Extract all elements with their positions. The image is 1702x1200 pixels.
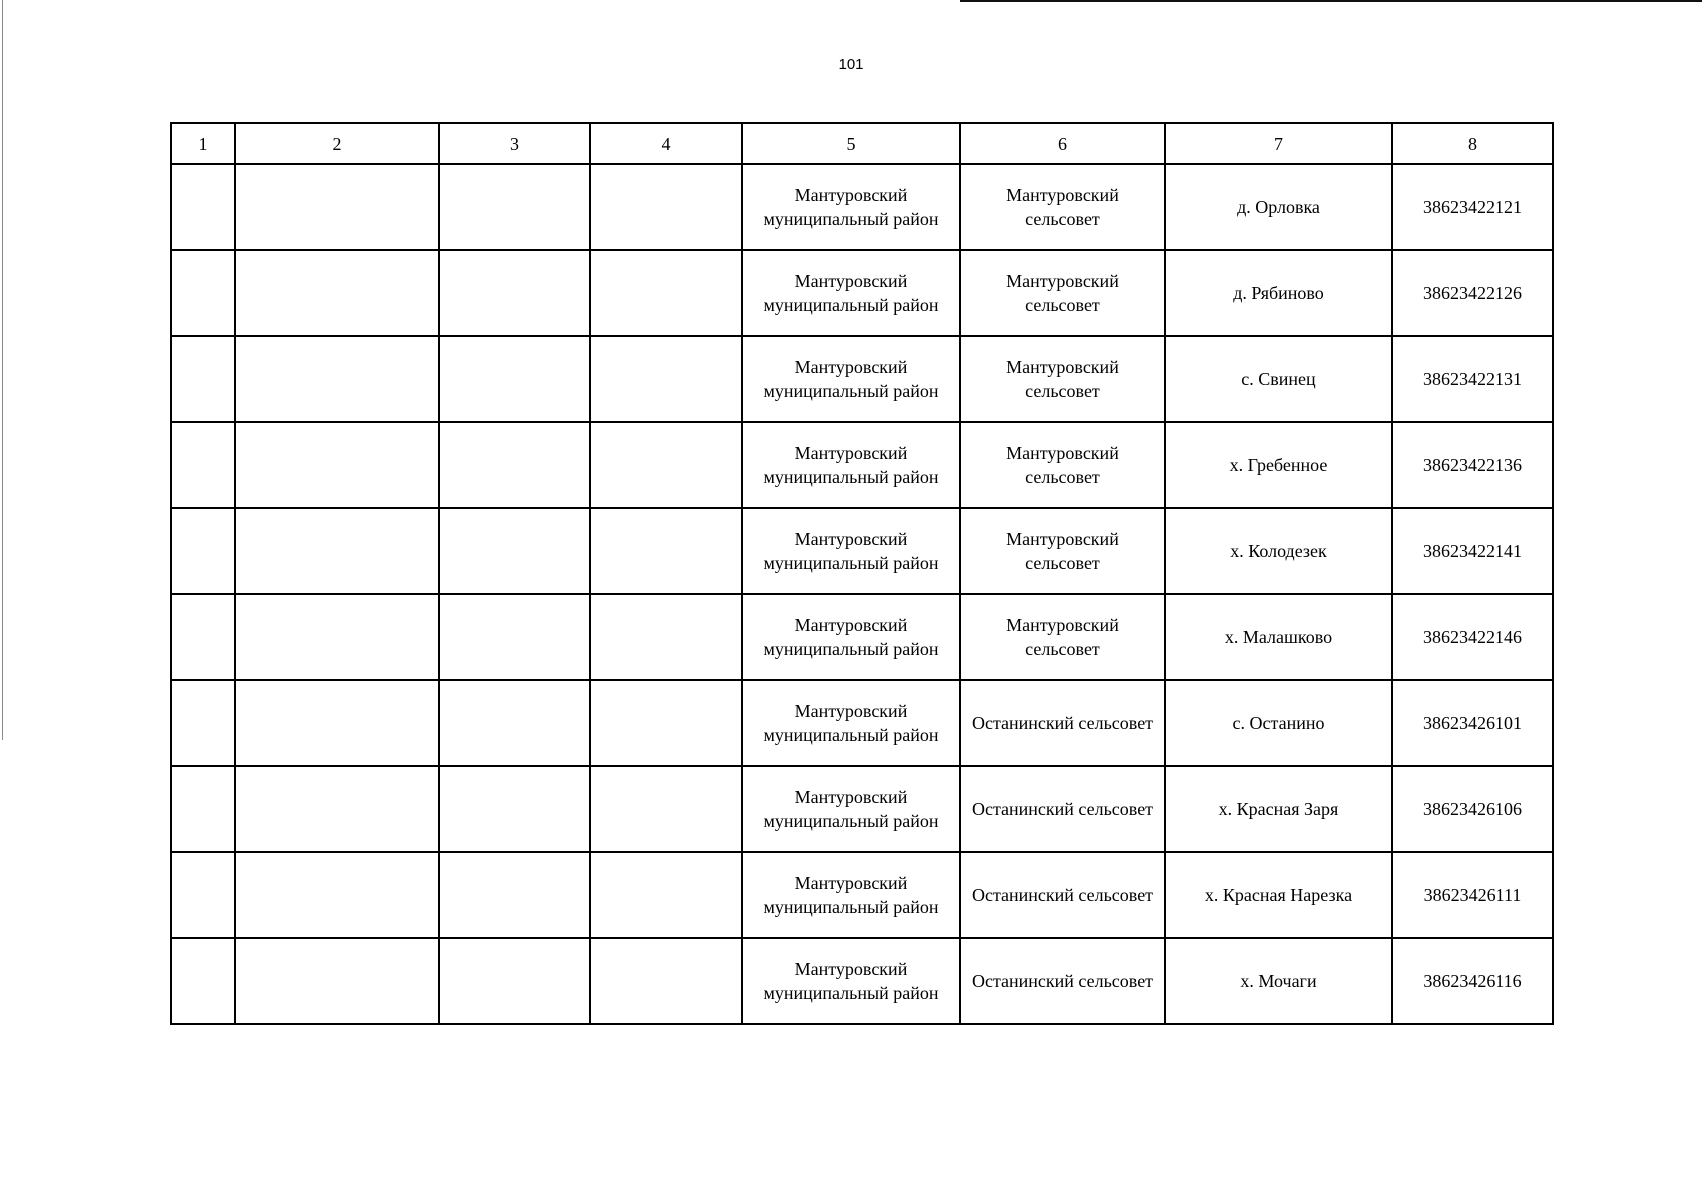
cell-col-3 — [439, 852, 590, 938]
cell-col-1 — [171, 766, 235, 852]
settlement-cell — [1165, 680, 1392, 766]
cell-col-1 — [171, 164, 235, 250]
district-line-1: Мантуровский — [794, 959, 908, 979]
district-cell — [742, 938, 960, 1024]
council-cell — [960, 766, 1165, 852]
scan-edge-top — [960, 0, 1702, 2]
cell-col-1 — [171, 938, 235, 1024]
table-row — [171, 594, 1553, 680]
council-line-2: сельсовет — [1025, 467, 1100, 487]
cell-col-3 — [439, 680, 590, 766]
cell-col-3 — [439, 250, 590, 336]
table-row — [171, 680, 1553, 766]
column-header-2: 2 — [235, 123, 439, 164]
cell-col-2 — [235, 766, 439, 852]
district-line-1: Мантуровский — [794, 271, 908, 291]
cell-col-4 — [590, 852, 742, 938]
cell-col-4 — [590, 938, 742, 1024]
settlement-cell — [1165, 938, 1392, 1024]
district-line-2: муниципальный район — [763, 467, 939, 487]
cell-col-4 — [590, 422, 742, 508]
council-line-1: Останинский сельсовет — [971, 971, 1154, 991]
settlement-cell — [1165, 336, 1392, 422]
code-cell — [1392, 336, 1553, 422]
table-row — [171, 508, 1553, 594]
cell-col-2 — [235, 250, 439, 336]
council-line-1: Мантуровский — [1006, 185, 1119, 205]
district-cell — [742, 766, 960, 852]
code-cell — [1392, 938, 1553, 1024]
district-line-1: Мантуровский — [794, 873, 908, 893]
settlement-code: 38623426106 — [1423, 799, 1522, 819]
district-line-2: муниципальный район — [763, 381, 939, 401]
council-line-1: Мантуровский — [1006, 357, 1119, 377]
district-cell — [742, 852, 960, 938]
settlement-name: с. Останино — [1232, 713, 1325, 733]
council-cell — [960, 938, 1165, 1024]
settlement-cell — [1165, 852, 1392, 938]
district-cell — [742, 164, 960, 250]
council-line-2: сельсовет — [1025, 295, 1100, 315]
settlement-code: 38623422121 — [1423, 197, 1522, 217]
code-cell — [1392, 422, 1553, 508]
code-cell — [1392, 508, 1553, 594]
council-cell — [960, 336, 1165, 422]
council-line-1: Мантуровский — [1006, 615, 1119, 635]
settlement-name: х. Колодезек — [1230, 541, 1327, 561]
settlement-cell — [1165, 164, 1392, 250]
settlement-cell — [1165, 766, 1392, 852]
cell-col-4 — [590, 766, 742, 852]
settlement-code: 38623422141 — [1423, 541, 1522, 561]
cell-col-3 — [439, 594, 590, 680]
district-line-2: муниципальный район — [763, 209, 939, 229]
district-cell — [742, 680, 960, 766]
district-line-1: Мантуровский — [794, 185, 908, 205]
council-line-2: сельсовет — [1025, 381, 1100, 401]
district-line-1: Мантуровский — [794, 615, 908, 635]
council-line-1: Останинский сельсовет — [971, 799, 1154, 819]
cell-col-4 — [590, 164, 742, 250]
settlement-name: х. Красная Заря — [1218, 799, 1339, 819]
district-line-1: Мантуровский — [794, 529, 908, 549]
code-cell — [1392, 680, 1553, 766]
column-header-8: 8 — [1392, 123, 1553, 164]
district-line-2: муниципальный район — [763, 725, 939, 745]
code-cell — [1392, 766, 1553, 852]
district-cell — [742, 336, 960, 422]
table-row — [171, 336, 1553, 422]
settlement-code: 38623422131 — [1423, 369, 1522, 389]
cell-col-4 — [590, 680, 742, 766]
district-line-1: Мантуровский — [794, 787, 908, 807]
settlement-cell — [1165, 594, 1392, 680]
table-row — [171, 250, 1553, 336]
district-cell — [742, 508, 960, 594]
council-cell — [960, 508, 1165, 594]
district-cell — [742, 594, 960, 680]
cell-col-4 — [590, 336, 742, 422]
header-row — [171, 123, 1553, 164]
cell-col-2 — [235, 164, 439, 250]
column-header-7: 7 — [1165, 123, 1392, 164]
settlement-cell — [1165, 422, 1392, 508]
cell-col-1 — [171, 508, 235, 594]
code-cell — [1392, 594, 1553, 680]
cell-col-1 — [171, 680, 235, 766]
cell-col-2 — [235, 594, 439, 680]
settlement-name: д. Орловка — [1237, 197, 1320, 217]
cell-col-3 — [439, 938, 590, 1024]
cell-col-4 — [590, 508, 742, 594]
code-cell — [1392, 164, 1553, 250]
settlement-name: с. Свинец — [1241, 369, 1316, 389]
settlement-code: 38623426111 — [1423, 885, 1522, 905]
data-table — [170, 122, 1554, 1025]
settlement-cell — [1165, 250, 1392, 336]
district-line-2: муниципальный район — [763, 897, 939, 917]
council-line-1: Мантуровский — [1006, 529, 1119, 549]
council-line-1: Мантуровский — [1006, 443, 1119, 463]
cell-col-2 — [235, 852, 439, 938]
column-header-1: 1 — [171, 123, 235, 164]
district-line-2: муниципальный район — [763, 983, 939, 1003]
column-header-6: 6 — [960, 123, 1165, 164]
settlement-code: 38623426116 — [1423, 971, 1522, 991]
page-number: 101 — [838, 56, 864, 73]
settlement-name: х. Гребенное — [1229, 455, 1328, 475]
cell-col-1 — [171, 594, 235, 680]
council-line-1: Мантуровский — [1006, 271, 1119, 291]
cell-col-2 — [235, 508, 439, 594]
council-cell — [960, 422, 1165, 508]
code-cell — [1392, 852, 1553, 938]
council-cell — [960, 594, 1165, 680]
settlement-name: х. Красная Нарезка — [1204, 885, 1353, 905]
column-header-3: 3 — [439, 123, 590, 164]
district-line-2: муниципальный район — [763, 295, 939, 315]
table-row — [171, 938, 1553, 1024]
settlement-name: х. Малашково — [1224, 627, 1333, 647]
cell-col-1 — [171, 852, 235, 938]
cell-col-4 — [590, 250, 742, 336]
column-header-4: 4 — [590, 123, 742, 164]
cell-col-2 — [235, 336, 439, 422]
cell-col-4 — [590, 594, 742, 680]
code-cell — [1392, 250, 1553, 336]
cell-col-1 — [171, 422, 235, 508]
cell-col-3 — [439, 164, 590, 250]
council-line-2: сельсовет — [1025, 209, 1100, 229]
council-line-1: Останинский сельсовет — [971, 713, 1154, 733]
settlement-code: 38623422146 — [1423, 627, 1522, 647]
settlement-code: 38623422136 — [1423, 455, 1522, 475]
district-line-1: Мантуровский — [794, 701, 908, 721]
settlement-code: 38623426101 — [1423, 713, 1522, 733]
cell-col-3 — [439, 766, 590, 852]
council-cell — [960, 680, 1165, 766]
table-row — [171, 766, 1553, 852]
district-line-2: муниципальный район — [763, 553, 939, 573]
table-row — [171, 852, 1553, 938]
council-line-2: сельсовет — [1025, 639, 1100, 659]
settlement-cell — [1165, 508, 1392, 594]
settlement-name: х. Мочаги — [1240, 971, 1317, 991]
cell-col-3 — [439, 508, 590, 594]
council-line-1: Останинский сельсовет — [971, 885, 1154, 905]
council-cell — [960, 852, 1165, 938]
cell-col-3 — [439, 336, 590, 422]
table-row — [171, 164, 1553, 250]
scan-edge-left — [2, 0, 3, 740]
settlement-name: д. Рябиново — [1233, 283, 1324, 303]
cell-col-1 — [171, 336, 235, 422]
cell-col-2 — [235, 680, 439, 766]
cell-col-2 — [235, 938, 439, 1024]
column-header-5: 5 — [742, 123, 960, 164]
district-line-1: Мантуровский — [794, 357, 908, 377]
settlement-code: 38623422126 — [1423, 283, 1522, 303]
district-line-2: муниципальный район — [763, 811, 939, 831]
council-cell — [960, 164, 1165, 250]
council-line-2: сельсовет — [1025, 553, 1100, 573]
cell-col-2 — [235, 422, 439, 508]
cell-col-1 — [171, 250, 235, 336]
district-line-1: Мантуровский — [794, 443, 908, 463]
district-line-2: муниципальный район — [763, 639, 939, 659]
district-cell — [742, 422, 960, 508]
district-cell — [742, 250, 960, 336]
cell-col-3 — [439, 422, 590, 508]
table-row — [171, 422, 1553, 508]
council-cell — [960, 250, 1165, 336]
